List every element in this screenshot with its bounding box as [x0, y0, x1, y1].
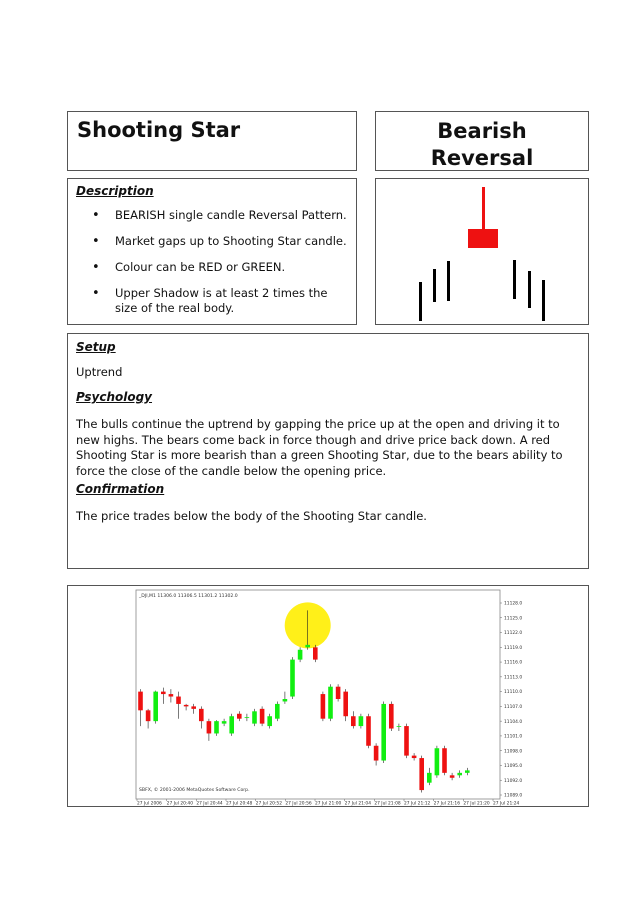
- y-tick-label: 11104.0: [504, 719, 523, 725]
- x-tick-label: 27 Jul 21:12: [404, 801, 431, 806]
- psychology-heading: Psychology: [76, 390, 153, 404]
- x-tick-label: 27 Jul 20:44: [196, 801, 223, 806]
- candle-body: [237, 714, 242, 719]
- pattern-illustration-box: [375, 178, 589, 325]
- x-tick-label: 27 Jul 20:48: [226, 801, 253, 806]
- x-tick-label: 27 Jul 20:56: [285, 801, 312, 806]
- candle-body: [184, 705, 189, 706]
- candle-body: [374, 746, 379, 761]
- candle-body: [321, 694, 326, 719]
- shooting-star-body: [468, 229, 498, 248]
- uptrend-candle-1: [419, 282, 422, 321]
- psychology-text: The bulls continue the uptrend by gapping the price up at the open and driving it to new highs. The bears come back in force though and drive price back down. A red Shooting Star is more bearish than a green Shooting Star, due to the bears ability to force the close of the candle below the opening price.: [76, 417, 563, 478]
- candle-body: [252, 711, 257, 723]
- candle-body: [275, 704, 280, 719]
- candle-body: [176, 697, 181, 704]
- chart-header: _DJI,M1 11306.0 11306.5 11301.2 11302.0: [139, 594, 238, 599]
- description-heading: Description: [76, 184, 154, 198]
- candle-body: [199, 709, 204, 721]
- y-tick-label: 11122.0: [504, 631, 523, 637]
- shooting-star-pattern-icon: [376, 179, 588, 324]
- candle-body: [229, 716, 234, 733]
- description-list: [68, 197, 350, 316]
- description-bullet: • Market gaps up to Shooting Star candle.: [68, 234, 350, 249]
- price-chart-box: [67, 585, 589, 807]
- uptrend-candle-2: [433, 269, 436, 302]
- x-tick-label: 27 Jul 21:20: [463, 801, 490, 806]
- candle-body: [465, 770, 470, 772]
- downtrend-candle-3: [542, 280, 545, 321]
- setup-text: Uptrend: [76, 365, 123, 379]
- downtrend-candle-2: [528, 271, 531, 308]
- uptrend-candle-3: [447, 261, 450, 301]
- y-tick-label: 11107.0: [504, 704, 523, 710]
- pattern-type-line2: Reversal: [430, 146, 534, 170]
- setup-heading: Setup: [76, 340, 116, 354]
- candle-body: [366, 716, 371, 746]
- description-bullet: • Colour can be RED or GREEN.: [68, 260, 350, 275]
- candle-body: [146, 710, 151, 721]
- y-tick-label: 11110.0: [504, 690, 523, 696]
- x-tick-label: 27 Jul 21:24: [493, 801, 520, 806]
- candle-body: [222, 721, 227, 723]
- candle-body: [214, 721, 219, 733]
- candle-body: [381, 704, 386, 761]
- pattern-type: [376, 118, 588, 172]
- candle-body: [283, 699, 288, 701]
- x-tick-label: 27 Jul 2006: [137, 801, 162, 806]
- candle-body: [442, 748, 447, 773]
- candle-body: [161, 692, 166, 694]
- candle-body: [435, 748, 440, 775]
- x-tick-label: 27 Jul 21:04: [344, 801, 372, 806]
- setup-box: [67, 333, 589, 569]
- candle-body: [207, 721, 212, 733]
- candle-body: [351, 716, 356, 726]
- x-tick-label: 27 Jul 20:40: [166, 801, 194, 806]
- candle-body: [138, 692, 143, 711]
- y-tick-label: 11116.0: [504, 660, 523, 666]
- candle-body: [290, 660, 295, 697]
- y-tick-label: 11089.0: [504, 793, 523, 799]
- y-tick-label: 11095.0: [504, 764, 523, 770]
- candle-body: [267, 716, 272, 726]
- candle-body: [450, 775, 455, 777]
- candle-body: [191, 706, 196, 708]
- confirmation-heading: Confirmation: [76, 482, 165, 496]
- confirmation-text: The price trades below the body of the Shooting Star candle.: [76, 509, 427, 523]
- description-bullet: • Upper Shadow is at least 2 times the size of the real body.: [68, 286, 350, 316]
- x-tick-label: 27 Jul 20:52: [255, 801, 283, 806]
- pattern-type-line1: Bearish: [437, 119, 527, 143]
- y-tick-label: 11113.0: [504, 675, 523, 681]
- chart-footer: SBFX, © 2001-2006 MetaQuotes Software Corp.: [139, 788, 250, 793]
- shooting-star-upper-shadow: [482, 187, 485, 231]
- candle-body: [404, 726, 409, 756]
- candle-body: [153, 692, 158, 722]
- y-tick-label: 11098.0: [504, 749, 523, 755]
- candle-body: [328, 687, 333, 719]
- candle-body: [359, 716, 364, 726]
- candle-body: [412, 756, 417, 758]
- candle-body: [313, 647, 318, 659]
- y-tick-label: 11125.0: [504, 616, 523, 622]
- description-bullet: • BEARISH single candle Reversal Pattern.: [68, 208, 350, 223]
- candle-body: [427, 773, 432, 783]
- y-tick-label: 11101.0: [504, 734, 523, 740]
- candle-body: [457, 773, 462, 775]
- pattern-title-box: [67, 111, 357, 171]
- candle-body: [245, 717, 250, 718]
- candle-body: [336, 687, 341, 699]
- x-tick-label: 27 Jul 21:00: [315, 801, 342, 806]
- downtrend-candle-1: [513, 260, 516, 299]
- candle-body: [397, 726, 402, 727]
- description-box: [67, 178, 357, 325]
- candle-body: [343, 692, 348, 717]
- x-tick-label: 27 Jul 21:16: [433, 801, 461, 806]
- pattern-type-box: [375, 111, 589, 171]
- candle-body: [169, 694, 174, 696]
- x-tick-label: 27 Jul 21:08: [374, 801, 401, 806]
- y-tick-label: 11119.0: [504, 645, 523, 651]
- y-tick-label: 11092.0: [504, 778, 523, 784]
- candle-body: [305, 645, 310, 647]
- y-tick-label: 11128.0: [504, 601, 523, 607]
- candle-body: [260, 709, 265, 724]
- candle-body: [389, 704, 394, 729]
- candle-body: [419, 758, 424, 790]
- candle-body: [298, 650, 303, 660]
- price-chart: [68, 586, 588, 806]
- pattern-title: Shooting Star: [77, 118, 241, 142]
